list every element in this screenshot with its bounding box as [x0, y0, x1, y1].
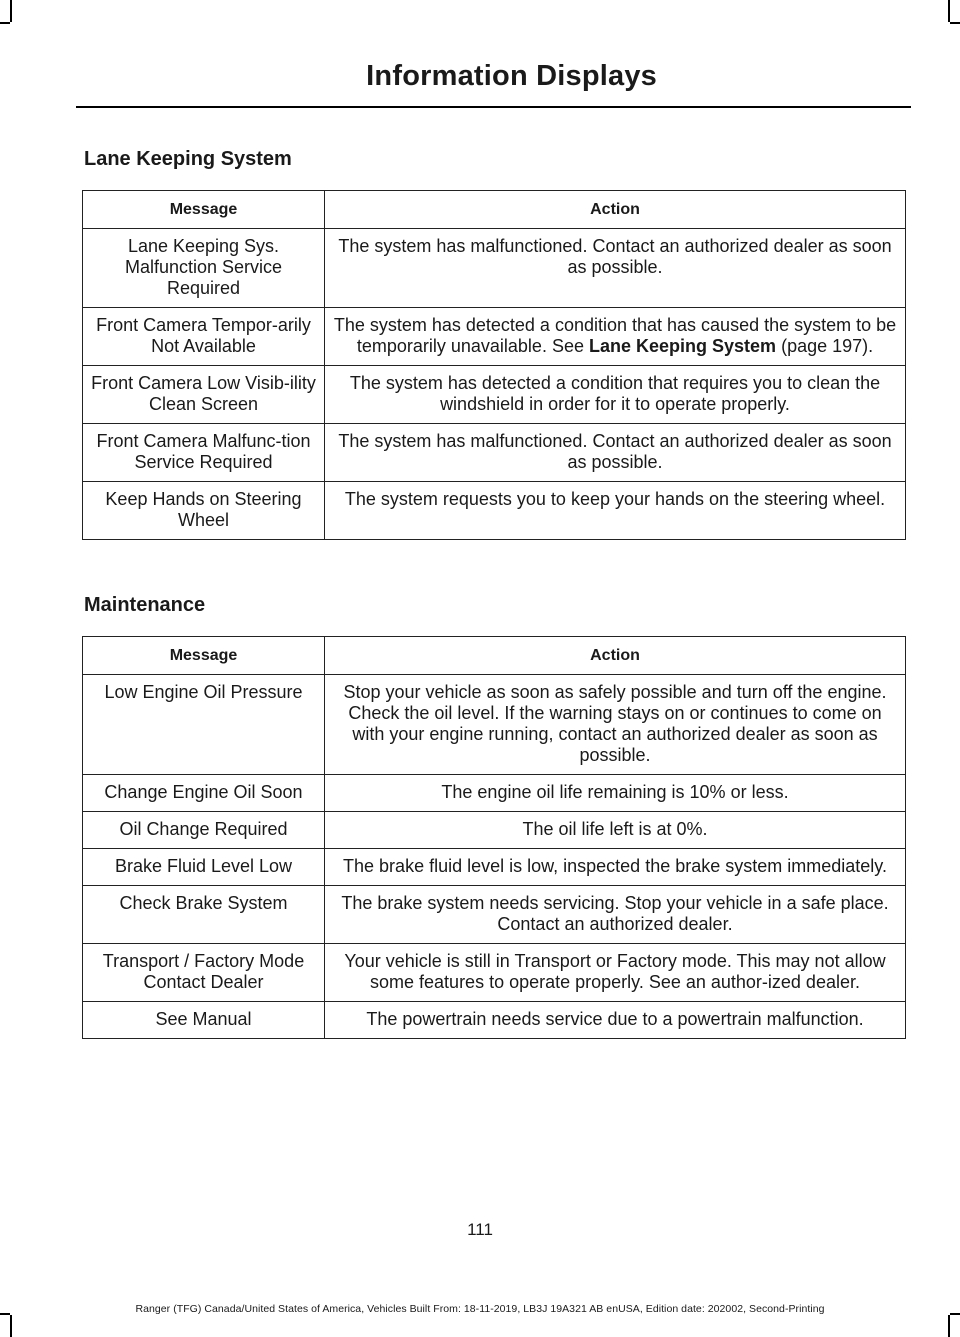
table-row	[83, 482, 906, 540]
column-header-message: Message	[83, 637, 325, 675]
action-cell: The system has malfunctioned. Contact an authorized dealer as soon as possible.	[325, 229, 906, 308]
action-cell: Stop your vehicle as soon as safely possible and turn off the engine. Check the oil level. If the warning stays on or continues to come on with your engine running, contact an authorized dealer as soon as possible.	[325, 675, 906, 775]
page-number: 111	[467, 1220, 493, 1239]
message-cell: Low Engine Oil Pressure	[83, 675, 325, 775]
action-cell: The oil life left is at 0%.	[325, 812, 906, 849]
crop-mark-bottom-right	[948, 1315, 950, 1337]
action-cell	[325, 308, 906, 366]
action-text: The system has detected a condition that has caused the system to be temporarily unavailable. See	[333, 315, 897, 356]
table-row	[83, 424, 906, 482]
lane-keeping-table	[82, 190, 906, 540]
page-footer: Ranger (TFG) Canada/United States of America, Vehicles Built From: 18-11-2019, LB3J 19A321 AB enUSA, Edition date: 202002, Second-Printing	[135, 1303, 825, 1315]
action-cell: Your vehicle is still in Transport or Factory mode. This may not allow some features to operate properly. See an author-ized dealer.	[325, 944, 906, 1002]
table-row	[83, 229, 906, 308]
table-header-row	[83, 191, 906, 229]
message-cell: Front Camera Malfunc-tion Service Required	[83, 424, 325, 482]
crop-mark-top-right	[950, 22, 960, 24]
crop-mark-top-right	[948, 0, 950, 22]
table-row	[83, 1002, 906, 1039]
action-cell: The powertrain needs service due to a powertrain malfunction.	[325, 1002, 906, 1039]
cross-reference-link[interactable]: Lane Keeping System	[589, 336, 777, 356]
maintenance-table	[82, 636, 906, 1039]
section-title-maintenance: Maintenance	[84, 594, 206, 616]
column-header-action: Action	[325, 191, 906, 229]
message-cell: Change Engine Oil Soon	[83, 775, 325, 812]
column-header-action: Action	[325, 637, 906, 675]
action-cell: The brake system needs servicing. Stop your vehicle in a safe place. Contact an authorized dealer.	[325, 886, 906, 944]
table-row	[83, 308, 906, 366]
section-title-lane-keeping: Lane Keeping System	[84, 148, 292, 170]
page-reference: (page 197).	[781, 336, 874, 356]
table-row	[83, 944, 906, 1002]
message-cell: Transport / Factory Mode Contact Dealer	[83, 944, 325, 1002]
message-cell: See Manual	[83, 1002, 325, 1039]
action-cell: The engine oil life remaining is 10% or less.	[325, 775, 906, 812]
table-row	[83, 849, 906, 886]
message-cell: Check Brake System	[83, 886, 325, 944]
page-header-title: Information Displays	[366, 60, 657, 92]
table-row	[83, 366, 906, 424]
message-cell: Front Camera Tempor-arily Not Available	[83, 308, 325, 366]
crop-mark-bottom-left	[10, 1315, 12, 1337]
header-divider	[76, 106, 911, 108]
table-header-row	[83, 637, 906, 675]
action-cell: The system has malfunctioned. Contact an authorized dealer as soon as possible.	[325, 424, 906, 482]
message-cell: Brake Fluid Level Low	[83, 849, 325, 886]
action-cell: The brake fluid level is low, inspected the brake system immediately.	[325, 849, 906, 886]
table-row	[83, 886, 906, 944]
message-cell: Oil Change Required	[83, 812, 325, 849]
table-row	[83, 675, 906, 775]
crop-mark-top-left	[0, 22, 10, 24]
table-row	[83, 812, 906, 849]
action-cell: The system requests you to keep your hands on the steering wheel.	[325, 482, 906, 540]
message-cell: Front Camera Low Visib-ility Clean Screen	[83, 366, 325, 424]
table-row	[83, 775, 906, 812]
message-cell: Lane Keeping Sys. Malfunction Service Required	[83, 229, 325, 308]
action-cell: The system has detected a condition that requires you to clean the windshield in order for it to operate properly.	[325, 366, 906, 424]
crop-mark-top-left	[10, 0, 12, 22]
message-cell: Keep Hands on Steering Wheel	[83, 482, 325, 540]
column-header-message: Message	[83, 191, 325, 229]
